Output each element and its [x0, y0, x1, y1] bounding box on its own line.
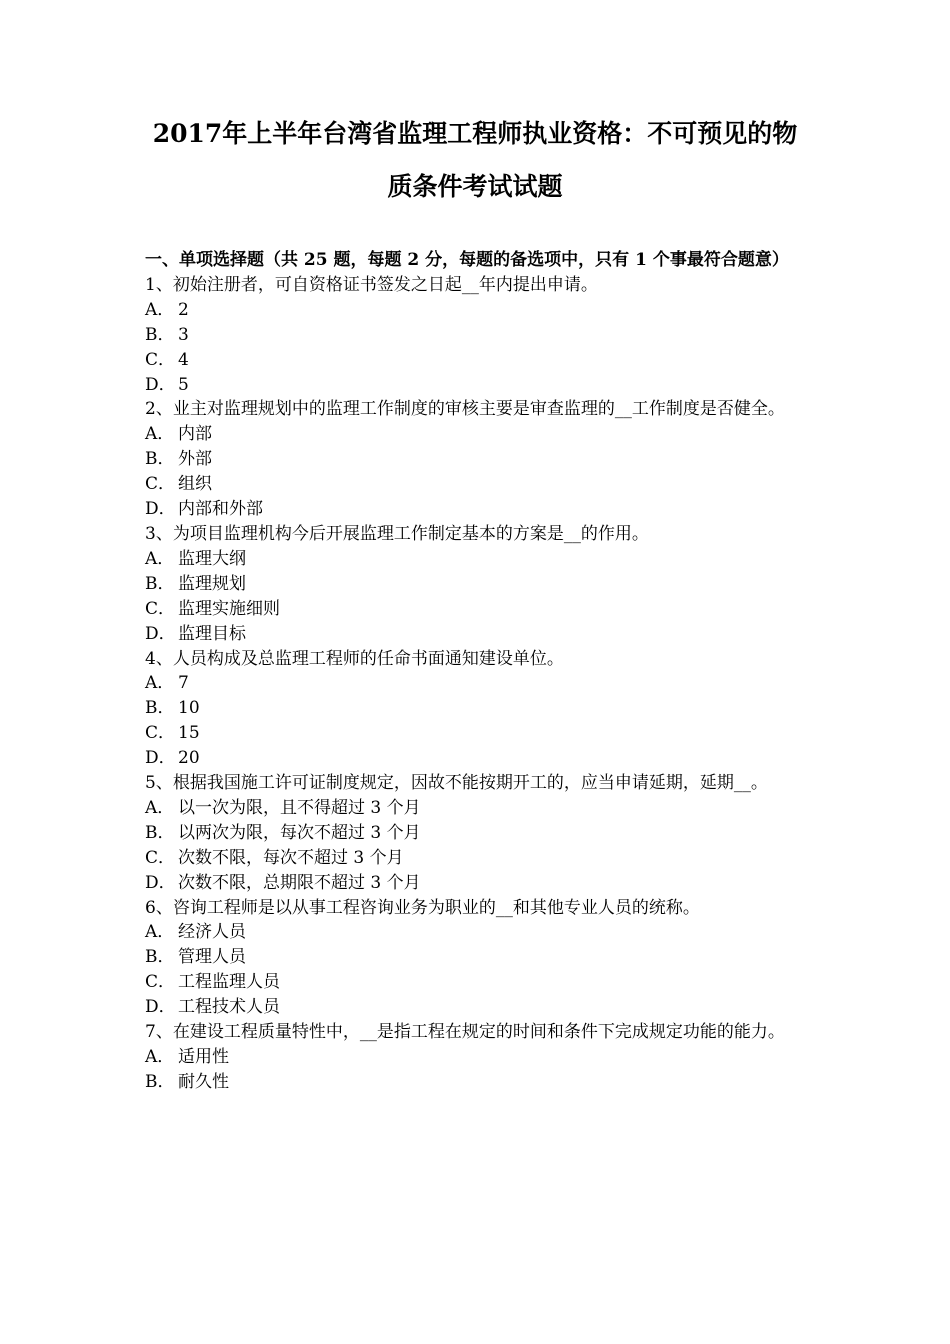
option-label: A． — [145, 797, 175, 818]
option-text: 监理大纲 — [178, 548, 246, 569]
option-label: A． — [145, 673, 175, 694]
option-label: B． — [145, 324, 175, 345]
option-text: 内部和外部 — [178, 499, 263, 520]
question-item — [145, 771, 807, 896]
option-text: 耐久性 — [178, 1071, 229, 1092]
option-text: 经济人员 — [178, 922, 246, 943]
answer-option — [145, 572, 807, 597]
option-label: D． — [145, 623, 176, 644]
question-item — [145, 522, 807, 647]
answer-option — [145, 622, 807, 647]
option-label: A． — [145, 1047, 175, 1067]
answer-option — [145, 721, 807, 746]
option-text: 工程技术人员 — [178, 997, 280, 1018]
option-label: D． — [145, 997, 176, 1018]
option-text: 以一次为限，且不得超过 3 个月 — [178, 797, 421, 818]
option-label: B． — [145, 822, 175, 843]
answer-option — [145, 945, 807, 970]
question-text: 3、为项目监理机构今后开展监理工作制定基本的方案是__的作用。 — [145, 523, 649, 544]
question-item — [145, 273, 807, 398]
option-label: C． — [145, 723, 176, 744]
answer-option — [145, 472, 807, 497]
option-label: B． — [145, 947, 175, 968]
option-text: 2 — [178, 299, 189, 320]
option-text: 管理人员 — [178, 947, 246, 968]
option-text: 适用性 — [178, 1047, 229, 1067]
question-text: 5、根据我国施工许可证制度规定，因故不能按期开工的，应当申请延期，延期__。 — [145, 773, 768, 794]
question-item — [145, 397, 807, 522]
option-text: 工程监理人员 — [178, 972, 280, 993]
answer-option — [145, 1070, 807, 1095]
question-list — [145, 273, 807, 1095]
answer-option — [145, 447, 807, 472]
option-label: D． — [145, 374, 176, 395]
option-text: 监理规划 — [178, 573, 246, 594]
option-label: C． — [145, 349, 176, 370]
option-text: 5 — [178, 374, 189, 395]
question-text: 4、人员构成及总监理工程师的任命书面通知建设单位。 — [145, 648, 564, 669]
option-text: 20 — [178, 748, 200, 769]
option-text: 外部 — [178, 449, 212, 470]
question-text: 1、初始注册者，可自资格证书签发之日起__年内提出申请。 — [145, 274, 598, 295]
answer-option — [145, 422, 807, 447]
answer-option — [145, 298, 807, 323]
option-label: A． — [145, 424, 175, 445]
answer-option — [145, 796, 807, 821]
option-text: 7 — [178, 673, 189, 694]
answer-option — [145, 597, 807, 622]
answer-option — [145, 547, 807, 572]
answer-option — [145, 348, 807, 373]
option-text: 组织 — [178, 474, 212, 495]
option-label: C． — [145, 972, 176, 993]
option-label: D． — [145, 499, 176, 520]
option-label: D． — [145, 872, 176, 893]
option-text: 4 — [178, 349, 189, 370]
section-heading: 一、单项选择题（共 25 题，每题 2 分，每题的备选项中，只有 1 个事最符合题意） — [145, 250, 789, 270]
answer-option — [145, 373, 807, 398]
answer-option — [145, 995, 807, 1020]
answer-option — [145, 821, 807, 846]
option-label: A． — [145, 922, 175, 943]
answer-option — [145, 1045, 807, 1070]
question-text: 6、咨询工程师是以从事工程咨询业务为职业的__和其他专业人员的统称。 — [145, 897, 700, 918]
option-label: C． — [145, 598, 176, 619]
option-text: 次数不限，总期限不超过 3 个月 — [178, 872, 421, 893]
question-text: 7、在建设工程质量特性中，__是指工程在规定的时间和条件下完成规定功能的能力。 — [145, 1022, 785, 1043]
answer-option — [145, 871, 807, 896]
option-text: 内部 — [178, 424, 212, 445]
option-text: 次数不限，每次不超过 3 个月 — [178, 847, 404, 868]
question-text: 2、业主对监理规划中的监理工作制度的审核主要是审查监理的__工作制度是否健全。 — [145, 399, 785, 420]
answer-option — [145, 846, 807, 871]
question-item — [145, 647, 807, 772]
option-label: B． — [145, 698, 175, 719]
question-item — [145, 1020, 807, 1095]
option-label: B． — [145, 449, 175, 470]
option-label: C． — [145, 847, 176, 868]
answer-option — [145, 746, 807, 771]
question-item — [145, 896, 807, 1021]
document-title-line-2: 质条件考试试题 — [387, 172, 563, 201]
option-label: D． — [145, 748, 176, 769]
option-text: 10 — [178, 698, 200, 719]
option-text: 监理实施细则 — [178, 598, 280, 619]
answer-option — [145, 323, 807, 348]
answer-option — [145, 671, 807, 696]
option-text: 15 — [178, 723, 200, 744]
answer-option — [145, 970, 807, 995]
document-title-line-1: 2017年上半年台湾省监理工程师执业资格：不可预见的物 — [152, 119, 798, 148]
option-label: A． — [145, 299, 175, 320]
option-text: 以两次为限，每次不超过 3 个月 — [178, 822, 421, 843]
option-text: 监理目标 — [178, 623, 246, 644]
option-label: C． — [145, 474, 176, 495]
answer-option — [145, 497, 807, 522]
answer-option — [145, 696, 807, 721]
option-label: B． — [145, 1071, 175, 1092]
answer-option — [145, 920, 807, 945]
option-label: A． — [145, 548, 175, 569]
document-body — [145, 248, 807, 1095]
option-label: B． — [145, 573, 175, 594]
option-text: 3 — [178, 324, 189, 345]
